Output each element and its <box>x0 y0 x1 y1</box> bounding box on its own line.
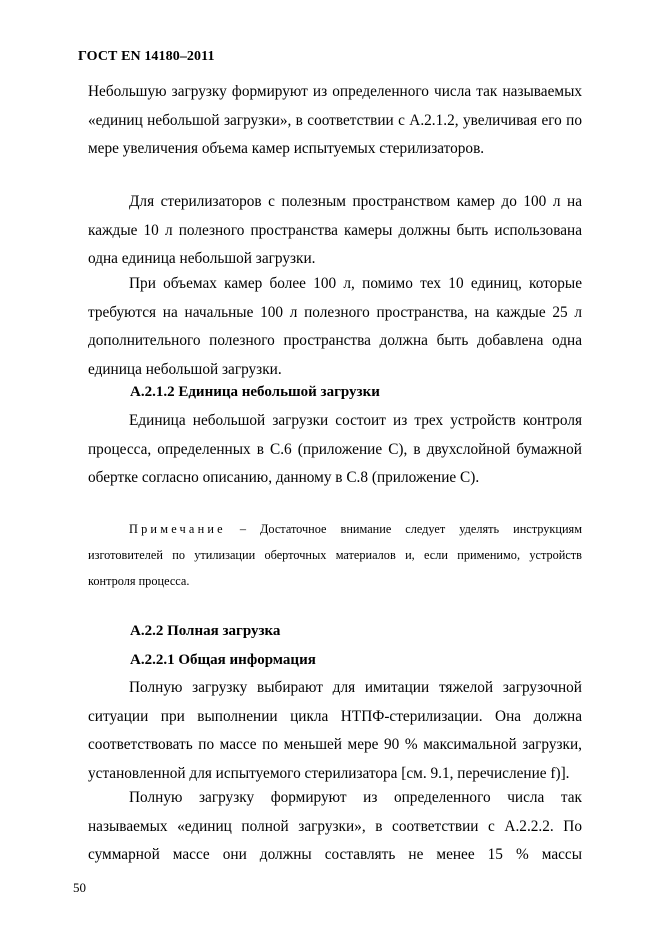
paragraph-text: Полную загрузку выбирают для имитации тяжелой загрузочной ситуации при выполнении цикла НТПФ-стерилизации. Она должна соответствовать по массе по меньшей мере 90 % максимальной загрузки, установленной для испытуемого стерилизатора [см. 9.1, перечисление f)]. <box>88 679 582 782</box>
paragraph-full-load-selection <box>88 674 582 788</box>
document-header: ГОСТ EN 14180–2011 <box>78 49 215 64</box>
paragraph-full-load-formation <box>88 784 582 870</box>
section-heading-general-info: А.2.2.1 Общая информация <box>130 652 316 668</box>
section-heading-full-load: А.2.2 Полная загрузка <box>130 623 281 639</box>
paragraph-small-load-formation <box>88 78 582 164</box>
paragraph-text: Единица небольшой загрузки состоит из трех устройств контроля процесса, определенных в С.6 (приложение С), в двухслойной бумажной обертке согласно описанию, данному в С.8 (приложение С). <box>88 412 582 487</box>
paragraph-text: Полную загрузку формируют из определенного числа так называемых «единиц полной загрузки», в соответствии с А.2.2.2. По суммарной массе они должны составлять не менее 15 % массы <box>88 789 582 864</box>
note-paragraph <box>88 516 582 594</box>
paragraph-text: При объемах камер более 100 л, помимо тех 10 единиц, которые требуются на начальные 100 л полезного пространства, на каждые 25 л дополнительного полезного пространства должна быть добавлена одна единица небольшой загрузки. <box>88 275 582 378</box>
section-heading-small-load-unit: А.2.1.2 Единица небольшой загрузки <box>130 384 380 400</box>
paragraph-large-chambers <box>88 270 582 384</box>
note-label: Примечание <box>129 522 226 536</box>
page-number: 50 <box>73 880 86 895</box>
note-block <box>88 516 582 594</box>
paragraph-small-chambers <box>88 188 582 274</box>
paragraph-text: Для стерилизаторов с полезным пространством камер до 100 л на каждые 10 л полезного пространства камеры должны быть использована одна единица небольшой загрузки. <box>88 193 582 268</box>
paragraph-text: Небольшую загрузку формируют из определенного числа так называемых «единиц небольшой загрузки», в соответствии с А.2.1.2, увеличивая его по мере увеличения объема камер испытуемых стерилизаторов. <box>88 83 582 158</box>
paragraph-small-load-unit <box>88 407 582 493</box>
note-text: – Достаточное внимание следует уделять инструкциям изготовителей по утилизации оберточных материалов и, если применимо, устройств контроля процесса. <box>88 522 582 588</box>
